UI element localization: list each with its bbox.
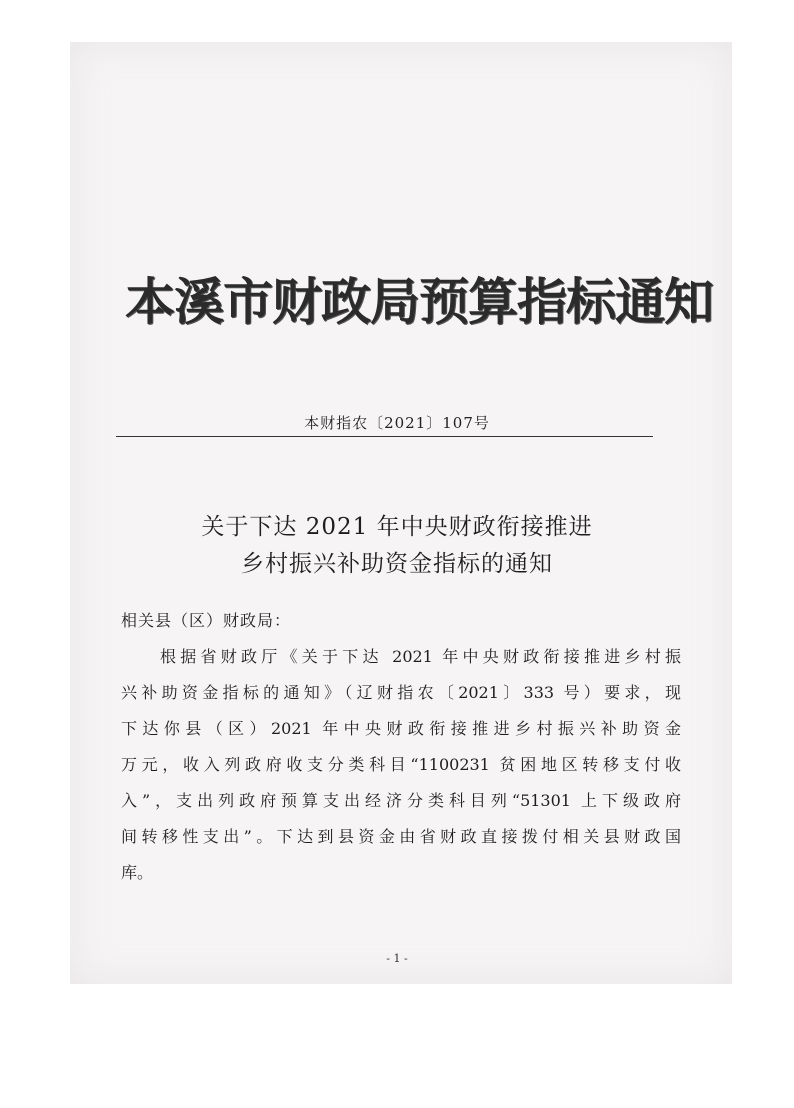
body-line: 万元，收入列政府收支分类科目“1100231 贫困地区转移支付收 xyxy=(121,755,681,774)
body-line: 下达你县（区）2021 年中央财政衔接推进乡村振兴补助资金 xyxy=(121,719,681,738)
document-header: 本溪市财政局预算指标通知 xyxy=(125,273,713,331)
document-title-line-1: 关于下达 2021 年中央财政衔接推进 xyxy=(201,514,593,540)
body-line: 兴补助资金指标的通知》（辽财指农〔2021〕333 号）要求，现 xyxy=(121,683,681,702)
body-line: 根据省财政厅《关于下达 2021 年中央财政衔接推进乡村振 xyxy=(160,647,681,666)
body-line: 库。 xyxy=(121,863,154,882)
salutation: 相关县（区）财政局： xyxy=(121,611,292,630)
header-divider xyxy=(116,436,653,437)
document-title-line-2: 乡村振兴补助资金指标的通知 xyxy=(241,551,553,577)
body-line: 间转移性支出”。下达到县资金由省财政直接拨付相关县财政国 xyxy=(121,827,681,846)
document-number: 本财指农〔2021〕107号 xyxy=(304,414,490,432)
page-number: - 1 - xyxy=(386,952,408,965)
body-line: 入”，支出列政府预算支出经济分类科目列“51301 上下级政府 xyxy=(121,791,681,810)
